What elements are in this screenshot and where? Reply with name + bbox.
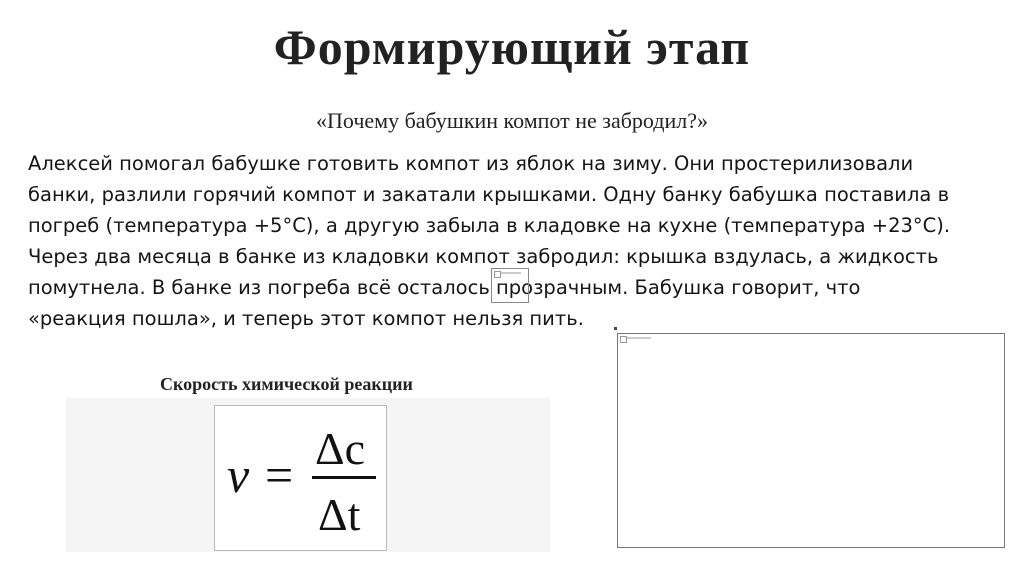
slide-title: Формирующий этап [273, 19, 751, 75]
fraction-bar [312, 476, 376, 479]
problem-line: банки, разлили горячий компот и закатали крышками. Одну банку бабушка поставила в [28, 183, 950, 206]
formula-equals: = [265, 447, 294, 503]
formula-svg [215, 406, 386, 550]
placeholder-label-line [501, 272, 521, 274]
bullet-dot [614, 327, 617, 330]
formula-denominator: Δt [318, 489, 361, 540]
embedded-object-placeholder [491, 268, 529, 303]
formula-caption: Скорость химической реакции [160, 374, 413, 394]
placeholder-label-line [627, 337, 651, 339]
slide-subtitle: «Почему бабушкин компот не забродил?» [316, 108, 708, 133]
problem-line: «реакция пошла», и теперь этот компот нельзя пить. [28, 307, 584, 330]
placeholder-icon [620, 336, 627, 343]
placeholder-icon [494, 271, 501, 278]
problem-line: помутнела. В банке из погреба всё осталось прозрачным. Бабушка говорит, что [28, 276, 861, 299]
formula-numerator: Δc [315, 423, 365, 474]
reaction-rate-formula [214, 405, 387, 551]
problem-line: погреб (температура +5°С), а другую забыла в кладовке на кухне (температура +23°С). [28, 214, 951, 237]
problem-line: Алексей помогал бабушке готовить компот из яблок на зиму. Они простерилизовали [28, 152, 914, 175]
formula-lhs: v [227, 447, 250, 503]
video-frame-placeholder[interactable] [617, 333, 1005, 548]
problem-text [28, 148, 1013, 334]
problem-line: Через два месяца в банке из кладовки компот забродил: крышка вздулась, а жидкость [28, 245, 939, 268]
